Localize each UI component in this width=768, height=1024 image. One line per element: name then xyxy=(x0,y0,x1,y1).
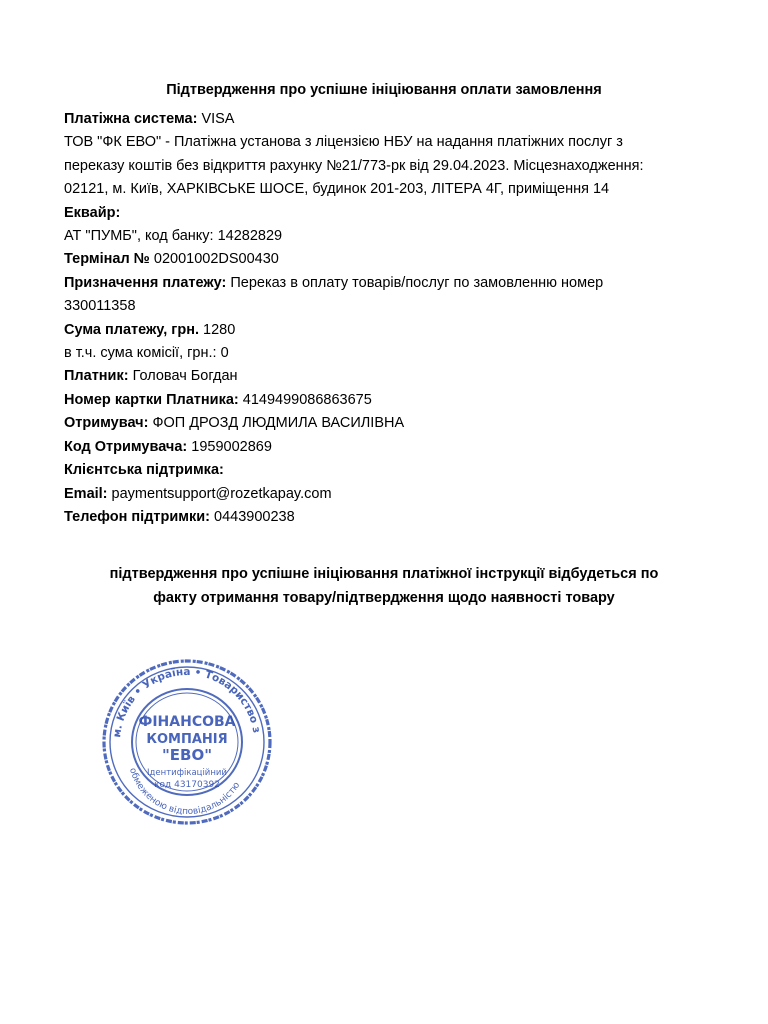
seal-center-line-4: Ідентифікаційний xyxy=(147,768,227,778)
seal-center-line-2: КОМПАНІЯ xyxy=(146,732,228,747)
notice-line-1: підтвердження про успішне ініціювання платіжної інструкції відбудеться по xyxy=(109,566,659,582)
recipient-value: ФОП ДРОЗД ЛЮДМИЛА ВАСИЛІВНА xyxy=(152,415,405,432)
acquirer-value: АТ "ПУМБ", код банку: 14282829 xyxy=(64,228,283,245)
notice-line-2: факту отримання товару/підтвердження щодо наявності товару xyxy=(153,590,615,606)
recipient-code-label: Код Отримувача: xyxy=(64,438,188,455)
email-label: Email: xyxy=(64,485,108,502)
recipient-code-value: 1959002869 xyxy=(191,438,272,455)
amount-label: Сума платежу, грн. xyxy=(64,321,199,338)
acquirer-label: Еквайр: xyxy=(64,204,121,221)
institution-line-1: ТОВ "ФК ЕВО" - Платіжна установа з ліцензією НБУ на надання платіжних послуг з xyxy=(64,134,623,151)
card-value: 4149499086863675 xyxy=(242,391,372,408)
payment-system-value: VISA xyxy=(201,111,235,127)
amount-row xyxy=(64,319,704,342)
institution-line-2: переказу коштів без відкриття рахунку №21/773-рк від 29.04.2023. Місцезнаходження: xyxy=(64,157,644,174)
card-row xyxy=(64,389,704,412)
card-label: Номер картки Платника: xyxy=(64,391,239,408)
recipient-code-row xyxy=(64,436,704,459)
terminal-label: Термінал № xyxy=(64,251,150,268)
purpose-value: Переказ в оплату товарів/послуг по замовленню номер xyxy=(230,274,604,291)
seal-center-line-5: код 43170392 xyxy=(154,780,220,790)
confirmation-notice xyxy=(64,562,704,610)
payment-system-label: Платіжна система: xyxy=(64,111,198,127)
seal-center-line-3: "ЕВО" xyxy=(161,746,213,764)
payment-system-row xyxy=(64,108,704,131)
commission-text: в т.ч. сума комісії, грн.: 0 xyxy=(64,345,229,362)
seal-ring-top-path: м. Київ • Україна • Товариство з xyxy=(111,665,263,739)
phone-row xyxy=(64,506,704,529)
seal-graphic xyxy=(98,654,278,829)
amount-value: 1280 xyxy=(203,321,236,338)
payer-value: Головач Богдан xyxy=(132,368,238,385)
recipient-label: Отримувач: xyxy=(64,415,149,432)
purpose-value-continued: 330011358 xyxy=(64,298,136,315)
email-value: paymentsupport@rozetkapay.com xyxy=(111,485,332,502)
terminal-row xyxy=(64,248,704,271)
terminal-value: 02001002DS00430 xyxy=(153,251,279,268)
purpose-label: Призначення платежу: xyxy=(64,274,227,291)
phone-label: Телефон підтримки: xyxy=(64,508,211,525)
recipient-row xyxy=(64,412,704,435)
purpose-row xyxy=(64,272,704,295)
payer-label: Платник: xyxy=(64,368,129,385)
seal-center-line-1: ФІНАНСОВА xyxy=(138,714,236,730)
seal-ring-bottom-path: обмеженою відповідальністю xyxy=(126,766,243,818)
phone-value: 0443900238 xyxy=(214,508,295,525)
email-row xyxy=(64,483,704,506)
support-label: Клієнтська підтримка: xyxy=(64,462,224,479)
company-seal xyxy=(98,654,278,829)
document-title: Підтвердження про успішне ініціювання оплати замовлення xyxy=(166,82,602,98)
payer-row xyxy=(64,365,704,388)
document-body xyxy=(64,108,704,529)
institution-line-3: 02121, м. Київ, ХАРКІВСЬКЕ ШОСЕ, будинок 201-203, ЛІТЕРА 4Г, приміщення 14 xyxy=(64,181,610,198)
